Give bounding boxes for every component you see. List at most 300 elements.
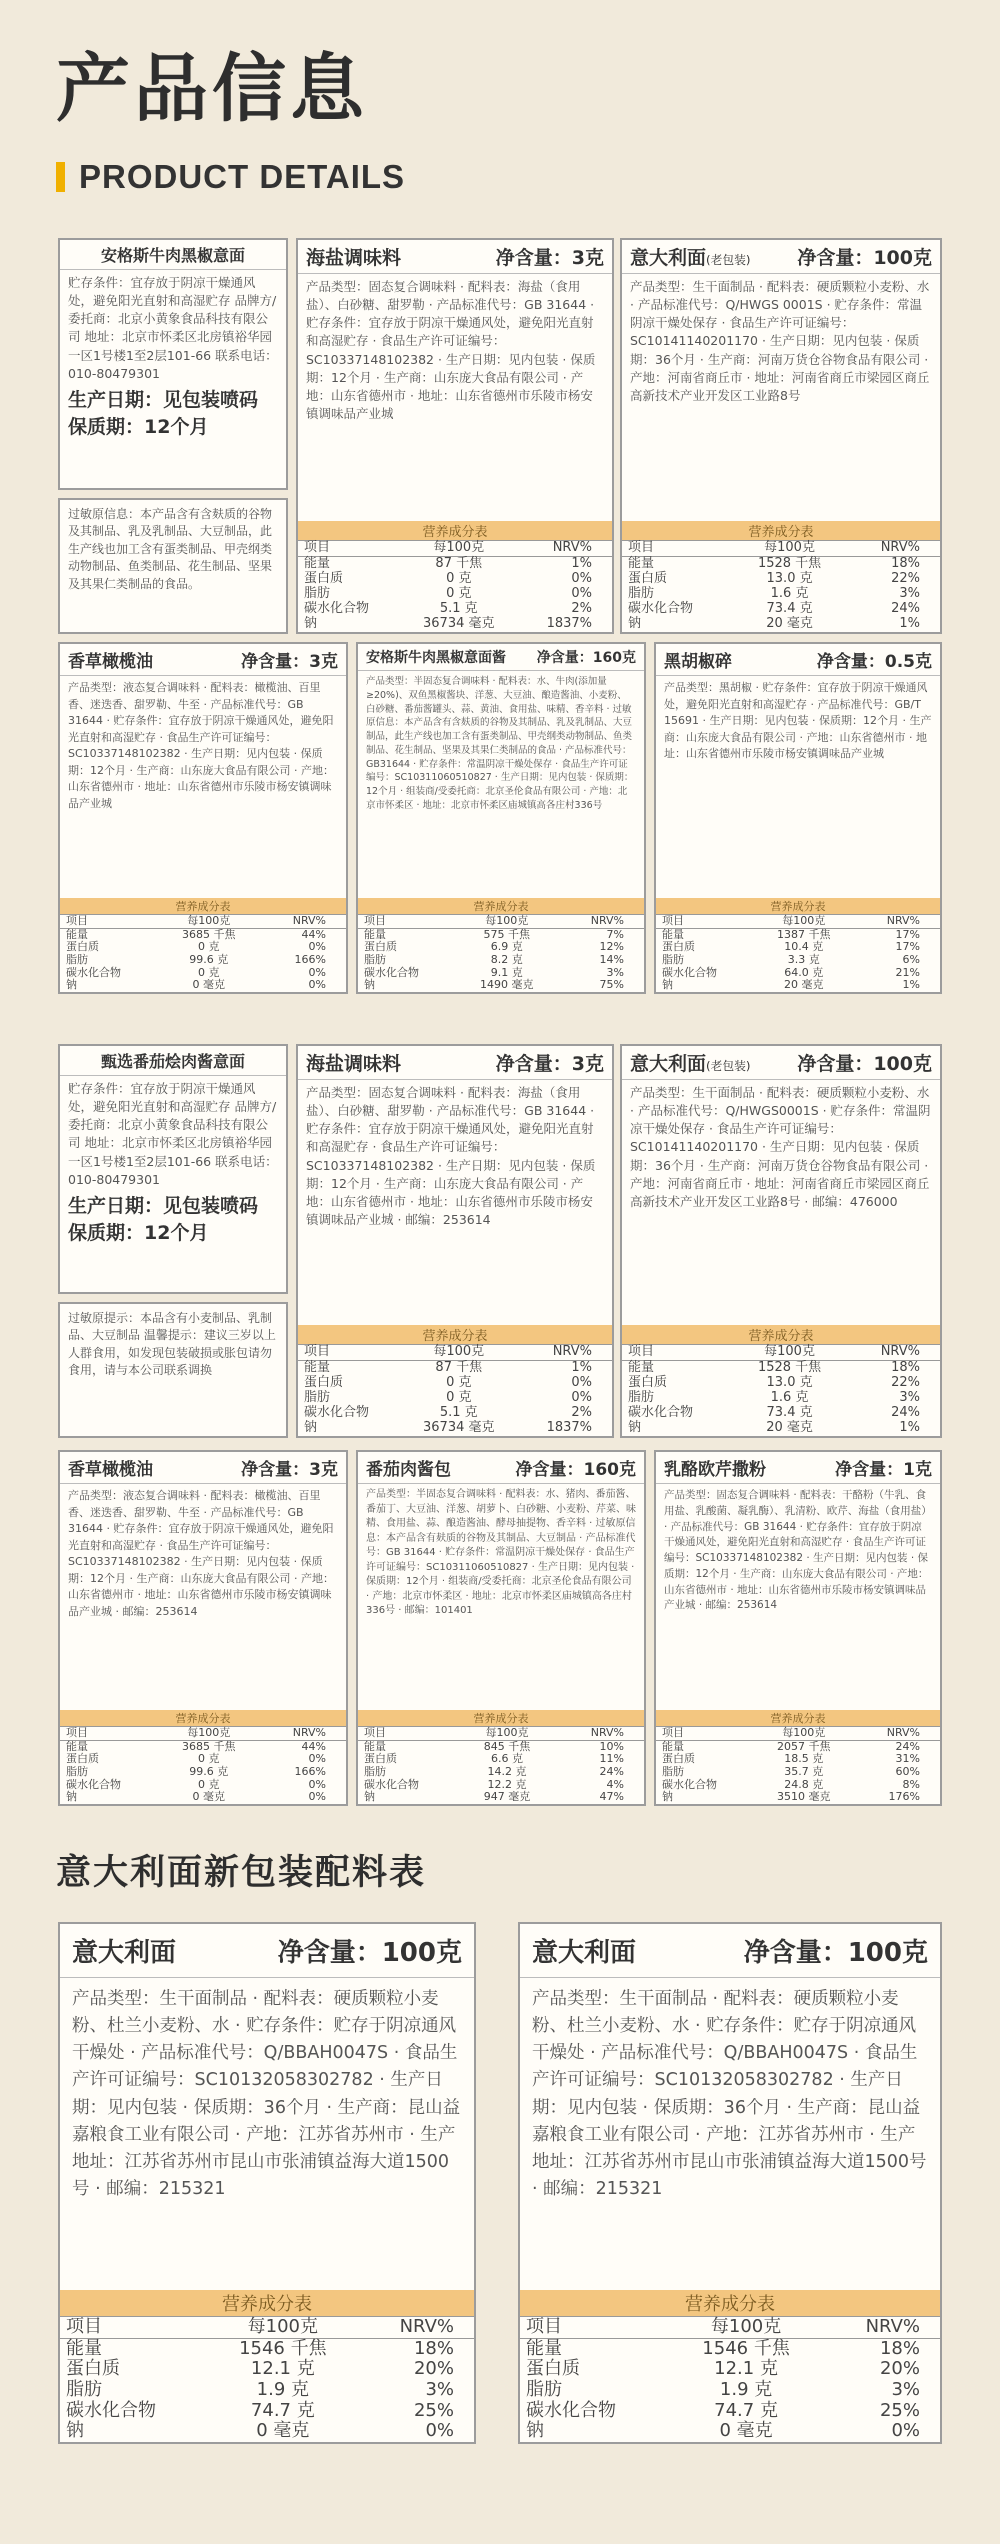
anguse-pasta-card bbox=[58, 238, 288, 490]
anguse-pasta-text: 贮存条件：宜存放于阴凉干燥通风处，避免阳光直射和高湿贮存 品牌方/委托商：北京小黄象食品科技有限公司 地址：北京市怀柔区北房镇裕华园一区1号楼1至2层101-66 联系电话：010-80479301 bbox=[68, 275, 278, 381]
nutrition-row bbox=[298, 1391, 612, 1406]
nutrient-nrv: 1% bbox=[899, 1420, 920, 1436]
nutrition-row bbox=[60, 1766, 346, 1779]
nutrient-amount: 6.6 克 bbox=[490, 1752, 523, 1766]
nutrient-nrv: 18% bbox=[891, 1360, 920, 1376]
nutrient-name: 能量 bbox=[364, 927, 386, 941]
nutrient-name: 碳水化合物 bbox=[66, 965, 121, 979]
nutrition-header-row bbox=[60, 2316, 474, 2338]
nutrient-name: 钠 bbox=[662, 1790, 673, 1804]
nutrition-header-row bbox=[656, 915, 940, 929]
nutrition-header-row bbox=[358, 1727, 644, 1741]
nutrient-amount: 0 克 bbox=[446, 1375, 472, 1391]
nutrient-name: 碳水化合物 bbox=[662, 965, 717, 979]
nutrition-row bbox=[622, 617, 940, 632]
page-title: 产品信息 bbox=[56, 46, 368, 132]
nutrient-amount: 0 克 bbox=[446, 586, 472, 602]
nutrient-nrv: 24% bbox=[599, 1765, 624, 1779]
nutrition-header-row bbox=[298, 1345, 612, 1361]
cheese-card-b bbox=[654, 1450, 942, 1806]
anguse-pasta-shelf: 保质期：12个月 bbox=[68, 416, 209, 439]
nutrition-header-row bbox=[656, 1727, 940, 1741]
nutrient-amount: 12.1 克 bbox=[250, 2358, 315, 2380]
nutrition-title: 营养成分表 bbox=[60, 898, 346, 914]
sauce-net-a: 净含量：160克 bbox=[536, 650, 636, 666]
page-subtitle bbox=[56, 158, 405, 196]
nutrient-name: 钠 bbox=[66, 1790, 77, 1804]
pasta-text-a: 产品类型：生干面制品 · 配料表：硬质颗粒小麦粉、水 · 产品标准代号：Q/HWGS 0001S · 贮存条件：常温阴凉干燥处保存 · 食品生产许可证编号：SC10141140201170 · 生产日期：见内包装 · 保质期：36个月 · 生产商：河南万货仓谷物食品有限公司 · 产地：河南省商丘市 · 地址：河南省商丘市梁园区商丘高新技术产业开发区工业路8号 bbox=[630, 279, 930, 403]
nutrient-name: 能量 bbox=[304, 1360, 331, 1376]
nutrition-header-cell: NRV% bbox=[258, 915, 346, 929]
pasta-net-a: 净含量：100克 bbox=[797, 247, 932, 269]
salt-net-b: 净含量：3克 bbox=[495, 1053, 604, 1075]
salt-text-b: 产品类型：固态复合调味料 · 配料表：海盐（食用盐）、白砂糖、甜罗勒 · 产品标准代号：GB 31644 · 贮存条件：宜存放于阴凉干燥通风处，避免阳光直射和高湿贮存 · 食品生产许可证编号：SC10337148102382 · 生产日期：见内包装 · 保质期：12个月 · 生产商：山东庞大食品有限公司 · 产地：山东省德州市 · 地址：山东省德州市乐陵市杨安镇调味品产业城 · 邮编：253614 bbox=[306, 1085, 596, 1227]
sauce-card-a bbox=[356, 642, 646, 994]
nutrient-amount: 35.7 克 bbox=[784, 1765, 824, 1779]
new-pasta-card-1 bbox=[58, 1922, 476, 2444]
nutrition-row bbox=[656, 954, 940, 967]
nutrient-name: 碳水化合物 bbox=[66, 1777, 121, 1791]
nutrition-row bbox=[622, 1361, 940, 1376]
nutrient-nrv: 21% bbox=[895, 965, 920, 979]
nutrient-amount: 12.2 克 bbox=[487, 1777, 527, 1791]
new-package-title: 意大利面新包装配料表 bbox=[56, 1853, 427, 1893]
nutrient-amount: 575 千焦 bbox=[483, 927, 531, 941]
pasta-title-a: 意大利面 bbox=[630, 247, 707, 269]
olive-card-b bbox=[58, 1450, 348, 1806]
nutrition-header-cell: 每100克 bbox=[735, 541, 845, 557]
nutrient-name: 能量 bbox=[628, 1360, 655, 1376]
nutrition-header-cell: 项目 bbox=[298, 1345, 402, 1361]
nutrient-amount: 1.6 克 bbox=[770, 586, 809, 602]
nutrient-nrv: 18% bbox=[891, 556, 920, 572]
nutrient-amount: 1.6 克 bbox=[770, 1390, 809, 1406]
nutrition-row bbox=[656, 1766, 940, 1779]
nutrient-amount: 13.0 克 bbox=[766, 1375, 813, 1391]
olive-card-a bbox=[58, 642, 348, 994]
nutrition-header-cell: 每100克 bbox=[402, 1345, 515, 1361]
nutrient-amount: 20 毫克 bbox=[766, 1420, 813, 1436]
nutrition-header-cell: NRV% bbox=[552, 1727, 644, 1741]
nutrient-nrv: 176% bbox=[888, 1790, 920, 1804]
nutrient-name: 钠 bbox=[662, 978, 673, 992]
nutrient-nrv: 0% bbox=[308, 978, 326, 992]
nutrition-header-row bbox=[520, 2316, 940, 2338]
nutrient-name: 能量 bbox=[66, 1739, 88, 1753]
nutrient-nrv: 47% bbox=[599, 1790, 624, 1804]
nutrient-nrv: 166% bbox=[294, 1765, 326, 1779]
tomato-pasta-text: 贮存条件：宜存放于阴凉干燥通风处，避免阳光直射和高湿贮存 品牌方/委托商：北京小黄象食品科技有限公司 地址：北京市怀柔区北房镇裕华园一区1号楼1至2层101-66 联系电话：010-80479301 bbox=[68, 1081, 278, 1187]
nutrient-amount: 3685 千焦 bbox=[182, 927, 236, 941]
new-pasta-net-1: 净含量：100克 bbox=[277, 1938, 462, 1968]
nutrient-nrv: 0% bbox=[891, 2420, 920, 2442]
salt-nutrition-a bbox=[298, 521, 612, 632]
nutrient-nrv: 6% bbox=[902, 953, 920, 967]
pasta-net-b: 净含量：100克 bbox=[797, 1053, 932, 1075]
nutrient-amount: 0 克 bbox=[446, 571, 472, 587]
nutrient-amount: 74.7 克 bbox=[714, 2399, 778, 2421]
nutrient-name: 碳水化合物 bbox=[304, 601, 370, 617]
nutrition-header-cell: 每100克 bbox=[755, 1727, 852, 1741]
nutrient-amount: 24.8 克 bbox=[784, 1777, 824, 1791]
allergy-text-a: 过敏原信息：本产品含有含麸质的谷物及其制品、乳及乳制品、大豆制品，此生产线也加工含有蛋类制品、甲壳纲类动物制品、鱼类制品、花生制品、坚果及其果仁类制品的食品。 bbox=[68, 507, 273, 591]
nutrient-nrv: 0% bbox=[308, 940, 326, 954]
nutrient-amount: 14.2 克 bbox=[487, 1765, 527, 1779]
nutrition-row bbox=[60, 954, 346, 967]
nutrient-nrv: 0% bbox=[571, 586, 592, 602]
nutrition-header-cell: 每100克 bbox=[210, 2316, 356, 2338]
nutrition-header-row bbox=[358, 915, 644, 929]
nutrient-nrv: 11% bbox=[599, 1752, 624, 1766]
sauce-text-b: 产品类型：半固态复合调味料 · 配料表：水、猪肉、番茄酱、番茄丁、大豆油、洋葱、胡萝卜、白砂糖、小麦粉、芹菜、味精、食用盐、蒜、酿造酱油、酵母抽提物、香辛料 · 过敏原信息：本产品含有麸质的谷物及其制品、大豆制品 · 产品标准代号：GB 31644 · 贮存条件：常温阴凉干燥处保存 · 食品生产许可证编号：SC10311060510827 · 生产日期：见内包装 · 保质期：12个月 · 组装商/受委托商：北京圣伦食品有限公司 · 产地：北京市怀柔区 · 地址：北京市怀柔区庙城镇高各庄村336号 · 邮编：101401 bbox=[366, 1489, 636, 1616]
nutrient-amount: 74.7 克 bbox=[250, 2399, 315, 2421]
nutrient-amount: 0 克 bbox=[198, 940, 220, 954]
nutrient-amount: 0 毫克 bbox=[192, 978, 226, 992]
nutrition-row bbox=[358, 954, 644, 967]
nutrient-name: 碳水化合物 bbox=[364, 1777, 419, 1791]
nutrient-name: 钠 bbox=[364, 1790, 375, 1804]
nutrient-nrv: 44% bbox=[301, 1739, 326, 1753]
nutrition-header-cell: 每100克 bbox=[402, 541, 515, 557]
nutrient-amount: 1546 千焦 bbox=[702, 2337, 790, 2359]
nutrient-nrv: 60% bbox=[895, 1765, 920, 1779]
allergy-card-a bbox=[58, 498, 288, 634]
nutrient-name: 碳水化合物 bbox=[526, 2399, 616, 2421]
nutrient-name: 脂肪 bbox=[66, 2378, 102, 2400]
olive-net-b: 净含量：3克 bbox=[241, 1460, 338, 1480]
nutrition-title: 营养成分表 bbox=[656, 1710, 940, 1726]
nutrient-amount: 1.9 克 bbox=[719, 2378, 773, 2400]
new-pasta-nutrition-2 bbox=[520, 2290, 940, 2442]
pasta-nutrition-b bbox=[622, 1325, 940, 1436]
nutrient-name: 能量 bbox=[628, 556, 655, 572]
nutrient-name: 钠 bbox=[66, 2420, 84, 2442]
nutrient-amount: 6.9 克 bbox=[490, 940, 523, 954]
nutrition-title: 营养成分表 bbox=[622, 521, 940, 540]
nutrient-nrv: 3% bbox=[899, 586, 920, 602]
nutrition-header-cell: NRV% bbox=[845, 1345, 940, 1361]
nutrient-nrv: 10% bbox=[599, 1739, 624, 1753]
nutrition-title: 营养成分表 bbox=[622, 1325, 940, 1344]
nutrient-nrv: 20% bbox=[413, 2358, 454, 2380]
nutrient-name: 脂肪 bbox=[66, 953, 88, 967]
nutrition-row bbox=[298, 557, 612, 572]
pasta-title-b: 意大利面 bbox=[630, 1053, 707, 1075]
olive-net-a: 净含量：3克 bbox=[241, 652, 338, 672]
nutrient-name: 脂肪 bbox=[628, 586, 655, 602]
nutrient-amount: 9.1 克 bbox=[490, 965, 523, 979]
nutrient-amount: 18.5 克 bbox=[784, 1752, 824, 1766]
nutrient-amount: 12.1 克 bbox=[714, 2358, 778, 2380]
nutrient-amount: 10.4 克 bbox=[784, 940, 824, 954]
nutrient-nrv: 24% bbox=[891, 601, 920, 617]
nutrient-name: 能量 bbox=[662, 927, 684, 941]
nutrient-name: 蛋白质 bbox=[66, 940, 99, 954]
nutrition-header-cell: 项目 bbox=[520, 2316, 672, 2338]
sauce-nutrition-a bbox=[358, 898, 644, 992]
nutrition-header-cell: 项目 bbox=[622, 541, 735, 557]
nutrient-nrv: 3% bbox=[891, 2378, 920, 2400]
nutrition-header-cell: 每100克 bbox=[672, 2316, 820, 2338]
nutrition-header-cell: NRV% bbox=[852, 915, 940, 929]
nutrient-name: 能量 bbox=[526, 2337, 562, 2359]
nutrient-nrv: 4% bbox=[606, 1777, 624, 1791]
pepper-title-a: 黑胡椒碎 bbox=[664, 652, 732, 672]
nutrition-title: 营养成分表 bbox=[358, 898, 644, 914]
nutrient-name: 蛋白质 bbox=[628, 571, 668, 587]
nutrition-row bbox=[622, 587, 940, 602]
nutrient-name: 碳水化合物 bbox=[628, 1405, 694, 1421]
nutrient-amount: 99.6 克 bbox=[189, 1765, 229, 1779]
nutrient-nrv: 3% bbox=[606, 965, 624, 979]
nutrition-row bbox=[298, 1406, 612, 1421]
nutrient-name: 蛋白质 bbox=[662, 940, 695, 954]
anguse-pasta-title: 安格斯牛肉黑椒意面 bbox=[100, 246, 245, 265]
nutrient-amount: 8.2 克 bbox=[490, 953, 523, 967]
nutrient-nrv: 2% bbox=[571, 601, 592, 617]
nutrition-header-cell: 每100克 bbox=[462, 1727, 553, 1741]
nutrition-title: 营养成分表 bbox=[298, 1325, 612, 1344]
nutrition-row bbox=[298, 587, 612, 602]
nutrient-nrv: 22% bbox=[891, 571, 920, 587]
nutrient-nrv: 75% bbox=[599, 978, 624, 992]
nutrition-row bbox=[520, 2380, 940, 2401]
pasta-card-a bbox=[620, 238, 942, 634]
nutrition-header-cell: 每100克 bbox=[755, 915, 852, 929]
nutrition-row bbox=[656, 1791, 940, 1804]
nutrient-name: 脂肪 bbox=[628, 1390, 655, 1406]
nutrient-amount: 1528 千焦 bbox=[757, 1360, 822, 1376]
nutrient-name: 碳水化合物 bbox=[662, 1777, 717, 1791]
nutrient-amount: 1387 千焦 bbox=[776, 927, 831, 941]
nutrition-row bbox=[622, 602, 940, 617]
nutrient-name: 脂肪 bbox=[66, 1765, 88, 1779]
nutrient-nrv: 1% bbox=[899, 616, 920, 632]
nutrient-name: 蛋白质 bbox=[662, 1752, 695, 1766]
nutrient-amount: 3685 千焦 bbox=[182, 1739, 236, 1753]
nutrition-row bbox=[298, 1376, 612, 1391]
nutrient-amount: 87 千焦 bbox=[435, 1360, 483, 1376]
nutrient-name: 能量 bbox=[662, 1739, 684, 1753]
nutrition-header-cell: NRV% bbox=[820, 2316, 940, 2338]
new-pasta-net-2: 净含量：100克 bbox=[743, 1938, 928, 1968]
olive-title-a: 香草橄榄油 bbox=[68, 652, 153, 672]
pepper-net-a: 净含量：0.5克 bbox=[816, 652, 932, 672]
nutrient-nrv: 24% bbox=[895, 1739, 920, 1753]
nutrient-nrv: 2% bbox=[571, 1405, 592, 1421]
nutrient-nrv: 0% bbox=[308, 965, 326, 979]
nutrition-row bbox=[520, 2401, 940, 2422]
sauce-card-b bbox=[356, 1450, 646, 1806]
nutrient-nrv: 1837% bbox=[546, 616, 592, 632]
nutrient-amount: 947 毫克 bbox=[483, 1790, 531, 1804]
cheese-net-b: 净含量：1克 bbox=[835, 1460, 932, 1480]
nutrient-name: 蛋白质 bbox=[364, 940, 397, 954]
nutrition-row bbox=[656, 979, 940, 992]
nutrient-nrv: 8% bbox=[902, 1777, 920, 1791]
nutrient-nrv: 0% bbox=[571, 1375, 592, 1391]
sauce-title-b: 番茄肉酱包 bbox=[366, 1460, 451, 1480]
nutrient-amount: 73.4 克 bbox=[766, 601, 813, 617]
sauce-text-a: 产品类型：半固态复合调味料 · 配料表：水、牛肉(添加量≥20%)、双鱼黑椒酱块、洋葱、大豆油、酿造酱油、小麦粉、白砂糖、番茄酱罐头、蒜、黄油、食用盐、味精、香辛料 · 过敏原信息：本产品含有含麸质的谷物及其制品、乳及乳制品、大豆制品，此生产线也加工含有蛋类制品、甲壳纲类动物制品、鱼类制品、花生制品、坚果及其果仁类制品的食品 · 产品标准代号：GB31644 · 贮存条件：常温阴凉干燥处保存 · 食品生产许可证编号：SC10311060510827 · 生产日期：见内包装 · 保质期：12个月 · 组装商/受委托商：北京圣伦食品有限公司 · 产地：北京市怀柔区 · 地址：北京市怀柔区庙城镇高各庄村336号 bbox=[366, 676, 634, 811]
nutrition-title: 营养成分表 bbox=[358, 1710, 644, 1726]
pepper-nutrition-a bbox=[656, 898, 940, 992]
nutrient-name: 脂肪 bbox=[364, 1765, 386, 1779]
nutrition-title: 营养成分表 bbox=[60, 1710, 346, 1726]
nutrition-row bbox=[60, 2421, 474, 2442]
nutrient-amount: 20 毫克 bbox=[783, 978, 824, 992]
nutrient-nrv: 7% bbox=[606, 927, 624, 941]
sauce-title-a: 安格斯牛肉黑椒意面酱 bbox=[366, 650, 506, 666]
salt-card-b bbox=[296, 1044, 614, 1438]
nutrition-header-cell: 项目 bbox=[358, 915, 458, 929]
new-pasta-card-2 bbox=[518, 1922, 942, 2444]
nutrient-name: 蛋白质 bbox=[526, 2358, 580, 2380]
allergy-card-b bbox=[58, 1302, 288, 1438]
nutrition-header-cell: 项目 bbox=[622, 1345, 735, 1361]
nutrient-nrv: 0% bbox=[571, 1390, 592, 1406]
nutrient-amount: 0 毫克 bbox=[192, 1790, 226, 1804]
nutrient-name: 蛋白质 bbox=[66, 2358, 120, 2380]
nutrient-nrv: 17% bbox=[895, 940, 920, 954]
nutrient-name: 脂肪 bbox=[304, 586, 331, 602]
allergy-text-b: 过敏原提示：本品含有小麦制品、乳制品、大豆制品 温馨提示：建议三岁以上人群食用，如发现包装破损或胀包请勿食用，请与本公司联系调换 bbox=[68, 1311, 276, 1378]
nutrient-name: 能量 bbox=[66, 927, 88, 941]
nutrient-nrv: 12% bbox=[599, 940, 624, 954]
nutrient-nrv: 44% bbox=[301, 927, 326, 941]
nutrient-name: 蛋白质 bbox=[628, 1375, 668, 1391]
nutrient-name: 钠 bbox=[66, 978, 77, 992]
nutrition-row bbox=[60, 2380, 474, 2401]
nutrient-nrv: 1837% bbox=[546, 1420, 592, 1436]
nutrient-name: 碳水化合物 bbox=[364, 965, 419, 979]
pasta-card-b bbox=[620, 1044, 942, 1438]
nutrition-header-cell: 项目 bbox=[60, 1727, 160, 1741]
new-pasta-text-1: 产品类型：生干面制品 · 配料表：硬质颗粒小麦粉、杜兰小麦粉、水 · 贮存条件：贮存于阴凉通风干燥处 · 产品标准代号：Q/BBAH0047S · 食品生产许可证编号：SC10132058302782 · 生产日期：见内包装 · 保质期：36个月 · 生产商：昆山益嘉粮食工业有限公司 · 产地：江苏省苏州市 · 生产地址：江苏省苏州市昆山市张浦镇益海大道1500号 · 邮编：215321 bbox=[72, 1989, 461, 2199]
nutrient-amount: 1490 毫克 bbox=[480, 978, 534, 992]
accent-bar bbox=[56, 162, 65, 192]
pasta-text-b: 产品类型：生干面制品 · 配料表：硬质颗粒小麦粉、水 · 产品标准代号：Q/HWGS0001S · 贮存条件：常温阴凉干燥处保存 · 食品生产许可证编号：SC10141140201170 · 生产日期：见内包装 · 保质期：36个月 · 生产商：河南万货仓谷物食品有限公司 · 产地：河南省商丘市 · 地址：河南省商丘市梁园区商丘高新技术产业开发区工业路8号 · 邮编：476000 bbox=[630, 1085, 931, 1209]
nutrient-name: 脂肪 bbox=[304, 1390, 331, 1406]
nutrient-nrv: 24% bbox=[891, 1405, 920, 1421]
nutrient-name: 钠 bbox=[526, 2420, 544, 2442]
nutrition-row bbox=[520, 2421, 940, 2442]
nutrient-name: 碳水化合物 bbox=[66, 2399, 156, 2421]
tomato-pasta-title: 甄选番茄烩肉酱意面 bbox=[100, 1052, 245, 1071]
nutrition-row bbox=[622, 1376, 940, 1391]
new-pasta-title-1: 意大利面 bbox=[72, 1938, 177, 1968]
nutrient-name: 钠 bbox=[364, 978, 375, 992]
nutrient-nrv: 166% bbox=[294, 953, 326, 967]
new-pasta-nutrition-1 bbox=[60, 2290, 474, 2442]
new-pasta-text-2: 产品类型：生干面制品 · 配料表：硬质颗粒小麦粉、杜兰小麦粉、水 · 贮存条件：贮存于阴凉通风干燥处 · 产品标准代号：Q/BBAH0047S · 食品生产许可证编号：SC10132058302782 · 生产日期：见内包装 · 保质期：36个月 · 生产商：昆山益嘉粮食工业有限公司 · 产地：江苏省苏州市 · 生产地址：江苏省苏州市昆山市张浦镇益海大道1500号 · 邮编：215321 bbox=[532, 1989, 927, 2199]
nutrient-name: 能量 bbox=[364, 1739, 386, 1753]
nutrition-row bbox=[520, 2359, 940, 2380]
nutrition-row bbox=[298, 1361, 612, 1376]
nutrition-row bbox=[622, 1391, 940, 1406]
nutrient-nrv: 18% bbox=[413, 2337, 454, 2359]
nutrient-amount: 0 克 bbox=[198, 1752, 220, 1766]
nutrient-nrv: 1% bbox=[902, 978, 920, 992]
nutrition-header-cell: NRV% bbox=[515, 1345, 612, 1361]
nutrient-nrv: 31% bbox=[895, 1752, 920, 1766]
nutrient-amount: 20 毫克 bbox=[766, 616, 813, 632]
nutrient-nrv: 25% bbox=[413, 2399, 454, 2421]
nutrient-name: 蛋白质 bbox=[304, 571, 344, 587]
nutrition-header-cell: 项目 bbox=[358, 1727, 462, 1741]
nutrient-name: 脂肪 bbox=[662, 953, 684, 967]
nutrition-title: 营养成分表 bbox=[520, 2290, 940, 2316]
salt-title-b: 海盐调味料 bbox=[306, 1053, 402, 1075]
nutrition-header-row bbox=[622, 1345, 940, 1361]
nutrition-title: 营养成分表 bbox=[656, 898, 940, 914]
nutrition-header-cell: 每100克 bbox=[160, 915, 258, 929]
olive-nutrition-b bbox=[60, 1710, 346, 1804]
olive-nutrition-a bbox=[60, 898, 346, 992]
nutrition-row bbox=[298, 572, 612, 587]
cheese-text-b: 产品类型：固态复合调味料 · 配料表：干酪粉（牛乳、食用盐、乳酸菌、凝乳酶）、乳清粉、欧芹、海盐（食用盐） · 产品标准代号：GB 31644 · 贮存条件：宜存放于阴凉干燥通风处，避免阳光直射和高湿贮存 · 食品生产许可证编号：SC10337148102382 · 生产日期：见内包装 · 保质期：12个月 · 生产商：山东庞大食品有限公司 · 产地：山东省德州市 · 地址：山东省德州市乐陵市杨安镇调味品产业城 · 邮编：253614 bbox=[664, 1489, 932, 1612]
nutrient-nrv: 0% bbox=[571, 571, 592, 587]
nutrient-nrv: 1% bbox=[571, 556, 592, 572]
nutrient-nrv: 3% bbox=[899, 1390, 920, 1406]
nutrient-nrv: 1% bbox=[571, 1360, 592, 1376]
anguse-pasta-date: 生产日期：见包装喷码 bbox=[68, 388, 259, 411]
nutrition-row bbox=[298, 1421, 612, 1436]
nutrient-nrv: 25% bbox=[879, 2399, 920, 2421]
olive-title-b: 香草橄榄油 bbox=[68, 1460, 153, 1480]
nutrition-row bbox=[60, 2359, 474, 2380]
salt-text-a: 产品类型：固态复合调味料 · 配料表：海盐（食用盐）、白砂糖、甜罗勒 · 产品标准代号：GB 31644 · 贮存条件：宜存放于阴凉干燥通风处，避免阳光直射和高湿贮存 · 食品生产许可证编号：SC10337148102382 · 生产日期：见内包装 · 保质期：12个月 · 生产商：山东庞大食品有限公司 · 产地：山东省德州市 · 地址：山东省德州市乐陵市杨安镇调味品产业城 bbox=[306, 279, 596, 421]
nutrient-name: 能量 bbox=[66, 2337, 102, 2359]
nutrition-row bbox=[60, 979, 346, 992]
nutrient-amount: 1546 千焦 bbox=[239, 2337, 327, 2359]
nutrition-row bbox=[622, 572, 940, 587]
tomato-pasta-date: 生产日期：见包装喷码 bbox=[68, 1194, 259, 1217]
nutrition-row bbox=[298, 602, 612, 617]
nutrient-name: 钠 bbox=[304, 616, 318, 632]
nutrition-header-row bbox=[298, 541, 612, 557]
nutrient-name: 钠 bbox=[304, 1420, 318, 1436]
nutrient-nrv: 0% bbox=[308, 1777, 326, 1791]
salt-net-a: 净含量：3克 bbox=[495, 247, 604, 269]
nutrition-header-cell: 每100克 bbox=[160, 1727, 258, 1741]
nutrient-nrv: 0% bbox=[308, 1790, 326, 1804]
nutrient-amount: 3.3 克 bbox=[787, 953, 820, 967]
nutrient-name: 蛋白质 bbox=[364, 1752, 397, 1766]
nutrition-header-row bbox=[60, 915, 346, 929]
nutrient-name: 蛋白质 bbox=[304, 1375, 344, 1391]
nutrition-row bbox=[60, 2338, 474, 2359]
olive-text-a: 产品类型：液态复合调味料 · 配料表：橄榄油、百里香、迷迭香、甜罗勒、牛至 · 产品标准代号：GB 31644 · 贮存条件：宜存放于阴凉干燥通风处，避免阳光直射和高湿贮存 · 食品生产许可证编号：SC10337148102382 · 生产日期：见内包装 · 保质期：12个月 · 生产商：山东庞大食品有限公司 · 产地：山东省德州市 · 地址：山东省德州市乐陵市杨安镇调味品产业城 bbox=[68, 681, 334, 810]
nutrition-row bbox=[60, 2401, 474, 2422]
nutrition-header-cell: NRV% bbox=[515, 541, 612, 557]
nutrient-name: 脂肪 bbox=[662, 1765, 684, 1779]
nutrition-row bbox=[622, 557, 940, 572]
nutrient-amount: 3510 毫克 bbox=[776, 1790, 831, 1804]
nutrition-row bbox=[520, 2338, 940, 2359]
nutrient-amount: 36734 毫克 bbox=[423, 616, 495, 632]
nutrition-row bbox=[358, 1766, 644, 1779]
pasta-tag-a: (老包装) bbox=[706, 253, 751, 267]
salt-title-a: 海盐调味料 bbox=[306, 247, 402, 269]
nutrition-header-cell: 项目 bbox=[60, 2316, 210, 2338]
nutrition-row bbox=[358, 979, 644, 992]
nutrient-nrv: 3% bbox=[425, 2378, 454, 2400]
nutrient-amount: 0 毫克 bbox=[719, 2420, 773, 2442]
nutrition-row bbox=[622, 1421, 940, 1436]
nutrient-amount: 64.0 克 bbox=[784, 965, 824, 979]
nutrient-amount: 5.1 克 bbox=[439, 601, 478, 617]
